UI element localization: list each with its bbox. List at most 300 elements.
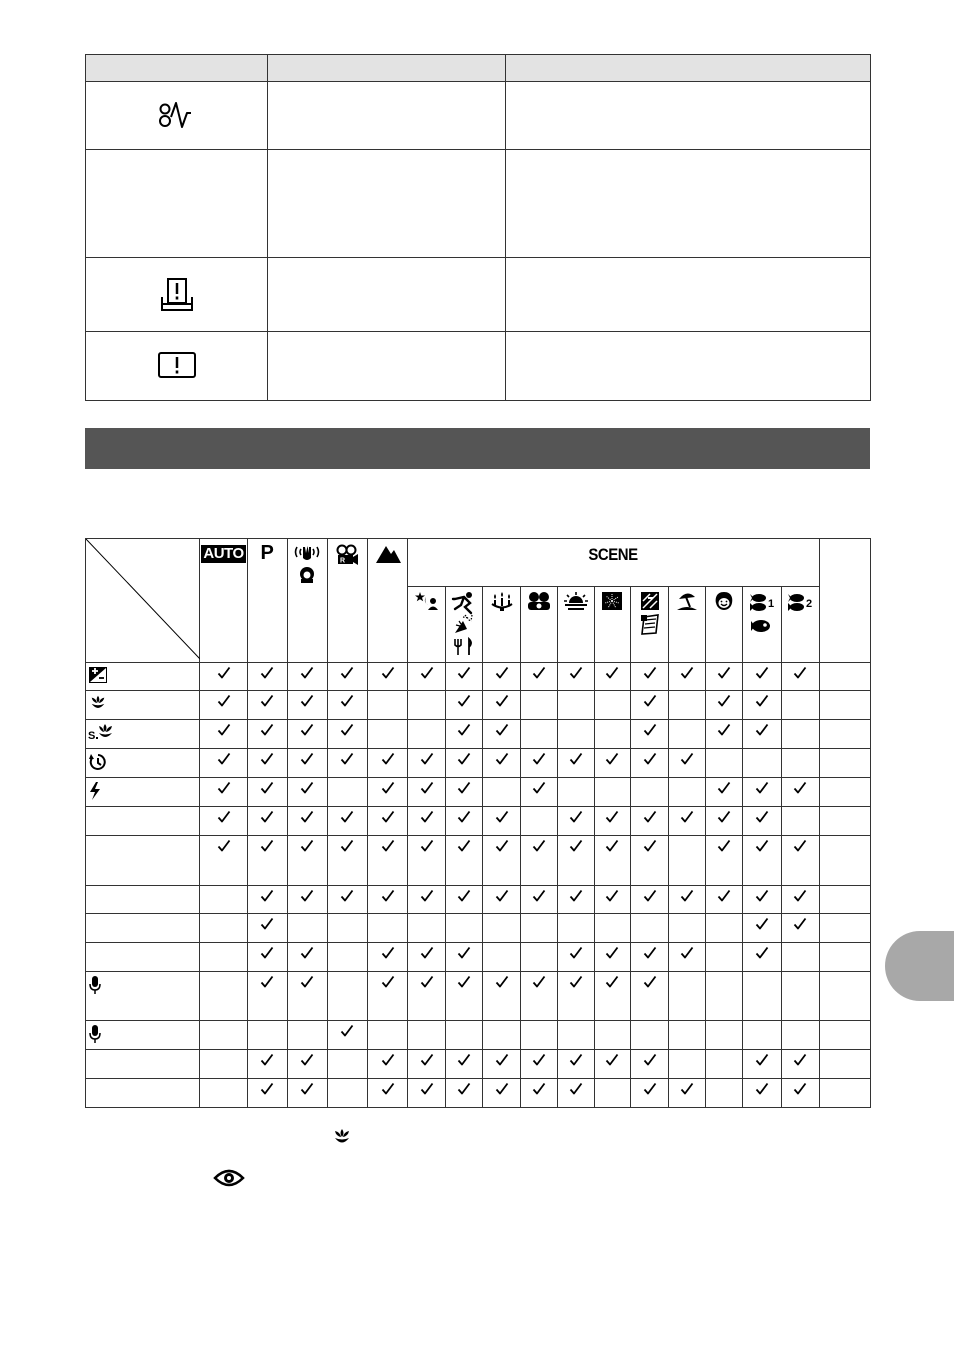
check-mark-icon: [340, 753, 354, 770]
check-mark-icon: [300, 753, 314, 770]
table-row: [86, 82, 871, 150]
check-cell: [247, 807, 287, 836]
check-cell: [781, 943, 819, 972]
check-cell: [408, 663, 446, 691]
check-mark-icon: [643, 976, 657, 993]
svg-text:1: 1: [767, 598, 775, 610]
check-cell: [368, 836, 408, 886]
corner-cell: [86, 539, 200, 663]
check-mark-icon: [457, 890, 471, 907]
check-mark-icon: [300, 724, 314, 741]
check-cell: [630, 943, 668, 972]
check-cell: [247, 886, 287, 914]
check-cell: [327, 972, 367, 1021]
check-mark-icon: [755, 782, 769, 799]
check-cell: [743, 914, 781, 943]
movie-icon: [334, 543, 360, 567]
check-cell: [287, 691, 327, 720]
check-cell: [287, 778, 327, 807]
check-mark-icon: [605, 811, 619, 828]
check-mark-icon: [569, 890, 583, 907]
check-mark-icon: [300, 695, 314, 712]
print-warning-icon: [159, 277, 195, 313]
check-mark-icon: [680, 890, 694, 907]
check-cell: [327, 914, 367, 943]
check-mark-icon: [260, 947, 274, 964]
check-cell: [743, 836, 781, 886]
cause-cell: [268, 150, 506, 258]
landscape-icon: [374, 543, 402, 565]
row-label-cell: [86, 778, 200, 807]
check-mark-icon: [260, 1054, 274, 1071]
check-mark-icon: [420, 840, 434, 857]
check-cell: [368, 663, 408, 691]
action-cell: [506, 258, 871, 332]
check-cell: [743, 663, 781, 691]
check-cell: [287, 663, 327, 691]
check-cell: [669, 972, 706, 1021]
check-mark-icon: [643, 840, 657, 857]
check-mark-icon: [381, 947, 395, 964]
check-cell: [669, 720, 706, 749]
self-timer-icon: [88, 752, 199, 772]
check-mark-icon: [420, 811, 434, 828]
check-cell: [669, 1050, 706, 1079]
check-cell: [200, 807, 247, 836]
check-cell: [247, 914, 287, 943]
check-cell: [706, 1050, 743, 1079]
check-cell: [669, 749, 706, 778]
mode-table-body: [86, 663, 871, 1108]
check-cell: [446, 886, 483, 914]
check-mark-icon: [755, 918, 769, 935]
row-label-cell: [86, 691, 200, 720]
row-label-cell: [86, 836, 200, 886]
check-mark-icon: [260, 1083, 274, 1100]
check-cell: [327, 1021, 367, 1050]
check-mark-icon: [569, 1083, 583, 1100]
check-mark-icon: [260, 782, 274, 799]
check-cell: [520, 943, 557, 972]
check-cell: [483, 807, 520, 836]
check-mark-icon: [643, 753, 657, 770]
check-mark-icon: [260, 918, 274, 935]
check-mark-icon: [793, 782, 807, 799]
check-cell: [594, 943, 630, 972]
check-cell: [781, 778, 819, 807]
scene-group-header: [408, 539, 820, 587]
check-cell: [706, 943, 743, 972]
warning-table-header: [86, 55, 871, 82]
check-cell: [557, 807, 594, 836]
macro-icon: [331, 1127, 353, 1147]
check-mark-icon: [300, 947, 314, 964]
check-cell: [200, 720, 247, 749]
check-cell: [520, 972, 557, 1021]
check-cell: [483, 1050, 520, 1079]
check-mark-icon: [381, 782, 395, 799]
check-cell: [446, 749, 483, 778]
check-cell: [706, 720, 743, 749]
check-mark-icon: [605, 753, 619, 770]
check-mark-icon: [457, 840, 471, 857]
table-row: [86, 258, 871, 332]
check-cell: [483, 886, 520, 914]
check-cell: [557, 720, 594, 749]
exposure-compensation-icon: [88, 666, 199, 684]
scene-self-portrait: [520, 587, 557, 663]
check-cell: [247, 836, 287, 886]
check-cell: [446, 807, 483, 836]
row-label-cell: [86, 886, 200, 914]
check-cell: [781, 663, 819, 691]
extra-column-cell: [819, 691, 870, 720]
check-cell: [408, 836, 446, 886]
check-cell: [287, 720, 327, 749]
check-mark-icon: [680, 753, 694, 770]
beach-snow-icon: [675, 591, 699, 611]
check-mark-icon: [495, 724, 509, 741]
extra-column-cell: [819, 886, 870, 914]
check-mark-icon: [532, 1083, 546, 1100]
check-cell: [287, 807, 327, 836]
check-mark-icon: [793, 1083, 807, 1100]
image-stabilization-icon: [292, 543, 322, 585]
check-mark-icon: [532, 840, 546, 857]
check-mark-icon: [755, 811, 769, 828]
check-cell: [200, 836, 247, 886]
extra-column-header: [819, 539, 870, 663]
check-mark-icon: [420, 947, 434, 964]
check-cell: [594, 691, 630, 720]
check-cell: [327, 943, 367, 972]
check-cell: [557, 943, 594, 972]
check-cell: [557, 1021, 594, 1050]
check-cell: [669, 914, 706, 943]
check-mark-icon: [340, 840, 354, 857]
check-mark-icon: [217, 840, 231, 857]
check-cell: [247, 691, 287, 720]
check-cell: [327, 691, 367, 720]
check-mark-icon: [643, 667, 657, 684]
check-mark-icon: [495, 840, 509, 857]
check-cell: [368, 778, 408, 807]
extra-column-cell: [819, 720, 870, 749]
check-cell: [706, 886, 743, 914]
underwater-2-icon: [786, 591, 814, 613]
check-cell: [483, 1079, 520, 1108]
check-mark-icon: [260, 840, 274, 857]
check-mark-icon: [605, 840, 619, 857]
table-row: [86, 886, 871, 914]
check-mark-icon: [643, 947, 657, 964]
scene-sport-indoor-cuisine: [446, 587, 483, 663]
mode-image-stabilization: [287, 539, 327, 663]
check-cell: [327, 778, 367, 807]
check-cell: [557, 1050, 594, 1079]
extra-column-cell: [819, 836, 870, 886]
check-cell: [669, 1079, 706, 1108]
smile-shot-icon: [713, 591, 735, 611]
check-cell: [446, 836, 483, 886]
check-cell: [368, 691, 408, 720]
check-mark-icon: [340, 667, 354, 684]
check-mark-icon: [381, 1083, 395, 1100]
table-row: [86, 150, 871, 258]
mode-auto: [200, 539, 247, 663]
check-cell: [483, 972, 520, 1021]
check-cell: [630, 1079, 668, 1108]
check-mark-icon: [300, 1083, 314, 1100]
check-mark-icon: [605, 667, 619, 684]
check-cell: [287, 914, 327, 943]
check-cell: [557, 836, 594, 886]
check-mark-icon: [680, 811, 694, 828]
check-mark-icon: [300, 1054, 314, 1071]
check-cell: [446, 943, 483, 972]
check-mark-icon: [217, 782, 231, 799]
check-cell: [781, 1079, 819, 1108]
table-row: [86, 1079, 871, 1108]
check-cell: [557, 886, 594, 914]
check-mark-icon: [260, 667, 274, 684]
check-cell: [594, 972, 630, 1021]
check-cell: [743, 691, 781, 720]
extra-column-cell: [819, 943, 870, 972]
check-cell: [520, 914, 557, 943]
row-label-cell: [86, 914, 200, 943]
check-mark-icon: [569, 811, 583, 828]
row-label-cell: [86, 943, 200, 972]
check-mark-icon: [643, 890, 657, 907]
check-mark-icon: [260, 976, 274, 993]
check-mark-icon: [300, 976, 314, 993]
check-cell: [408, 778, 446, 807]
check-cell: [483, 749, 520, 778]
check-cell: [368, 749, 408, 778]
scene-smile-shot: [706, 587, 743, 663]
check-mark-icon: [420, 667, 434, 684]
check-cell: [483, 1021, 520, 1050]
check-mark-icon: [300, 782, 314, 799]
indication-cell: [86, 258, 268, 332]
check-cell: [781, 836, 819, 886]
check-cell: [446, 972, 483, 1021]
check-cell: [781, 886, 819, 914]
check-mark-icon: [495, 753, 509, 770]
check-cell: [327, 749, 367, 778]
check-cell: [327, 663, 367, 691]
row-label-cell: [86, 749, 200, 778]
check-cell: [287, 836, 327, 886]
scene-underwater-1: [743, 587, 781, 663]
check-cell: [706, 663, 743, 691]
table-row: [86, 778, 871, 807]
check-mark-icon: [457, 695, 471, 712]
check-cell: [630, 778, 668, 807]
check-mark-icon: [793, 1054, 807, 1071]
check-mark-icon: [495, 667, 509, 684]
check-cell: [200, 1021, 247, 1050]
check-cell: [706, 691, 743, 720]
mode-program: [247, 539, 287, 663]
flash-icon: [88, 781, 199, 801]
check-mark-icon: [532, 890, 546, 907]
check-mark-icon: [457, 724, 471, 741]
check-cell: [368, 1021, 408, 1050]
candle-icon: [490, 591, 514, 611]
check-cell: [520, 749, 557, 778]
action-cell: [506, 332, 871, 401]
check-cell: [483, 943, 520, 972]
check-cell: [408, 807, 446, 836]
check-mark-icon: [340, 890, 354, 907]
extra-column-cell: [819, 778, 870, 807]
check-mark-icon: [340, 1025, 354, 1042]
header-cell-possible-cause: [268, 55, 506, 82]
check-mark-icon: [605, 976, 619, 993]
check-cell: [327, 836, 367, 886]
check-mark-icon: [643, 1054, 657, 1071]
check-cell: [594, 778, 630, 807]
check-cell: [781, 691, 819, 720]
check-cell: [706, 749, 743, 778]
check-cell: [520, 1021, 557, 1050]
check-cell: [446, 663, 483, 691]
check-cell: [743, 778, 781, 807]
check-cell: [557, 778, 594, 807]
check-cell: [669, 778, 706, 807]
program-mode-label: P: [260, 542, 274, 564]
check-cell: [287, 1079, 327, 1108]
check-mark-icon: [755, 667, 769, 684]
check-cell: [706, 807, 743, 836]
check-cell: [287, 943, 327, 972]
check-cell: [520, 663, 557, 691]
check-cell: [520, 886, 557, 914]
check-cell: [781, 720, 819, 749]
extra-column-cell: [819, 807, 870, 836]
check-mark-icon: [680, 1083, 694, 1100]
check-cell: [520, 778, 557, 807]
scene-underwater-2: [781, 587, 819, 663]
check-cell: [630, 1021, 668, 1050]
check-cell: [630, 886, 668, 914]
row-label-cell: [86, 720, 200, 749]
check-cell: [368, 972, 408, 1021]
check-mark-icon: [717, 724, 731, 741]
check-cell: [743, 943, 781, 972]
check-cell: [327, 1050, 367, 1079]
microphone-icon: [88, 1024, 199, 1044]
check-cell: [408, 943, 446, 972]
check-cell: [408, 914, 446, 943]
check-cell: [630, 972, 668, 1021]
chapter-side-tab: [885, 931, 954, 1001]
row-label-cell: [86, 807, 200, 836]
check-mark-icon: [217, 724, 231, 741]
check-cell: [669, 807, 706, 836]
check-mark-icon: [420, 976, 434, 993]
check-cell: [630, 836, 668, 886]
check-mark-icon: [340, 695, 354, 712]
table-row: [86, 691, 871, 720]
check-mark-icon: [532, 976, 546, 993]
check-mark-icon: [793, 667, 807, 684]
indication-cell: [86, 332, 268, 401]
scene-label: SCENE: [588, 545, 639, 564]
indication-cell: [86, 150, 268, 258]
check-mark-icon: [217, 695, 231, 712]
header-cell-corrective-action: [506, 55, 871, 82]
table-row: [86, 972, 871, 1021]
check-cell: [408, 1050, 446, 1079]
check-cell: [408, 1021, 446, 1050]
check-mark-icon: [717, 890, 731, 907]
check-cell: [557, 972, 594, 1021]
extra-column-cell: [819, 749, 870, 778]
check-cell: [247, 778, 287, 807]
check-mark-icon: [260, 753, 274, 770]
check-cell: [200, 778, 247, 807]
check-cell: [669, 886, 706, 914]
check-mark-icon: [495, 811, 509, 828]
check-cell: [327, 720, 367, 749]
macro-icon: [88, 694, 199, 712]
mode-movie: [327, 539, 367, 663]
check-cell: [630, 807, 668, 836]
warning-table: [85, 54, 871, 401]
check-cell: [669, 943, 706, 972]
check-cell: [557, 749, 594, 778]
check-cell: [287, 972, 327, 1021]
extra-column-cell: [819, 1021, 870, 1050]
check-cell: [247, 1079, 287, 1108]
check-cell: [483, 691, 520, 720]
svg-text:S: S: [88, 730, 96, 741]
check-mark-icon: [532, 782, 546, 799]
check-cell: [743, 1050, 781, 1079]
check-cell: [483, 914, 520, 943]
check-mark-icon: [457, 1083, 471, 1100]
check-cell: [743, 1079, 781, 1108]
self-portrait-icon: [527, 591, 551, 611]
check-cell: [594, 663, 630, 691]
check-cell: [483, 663, 520, 691]
check-cell: [669, 691, 706, 720]
check-cell: [594, 1021, 630, 1050]
check-mark-icon: [569, 976, 583, 993]
document-auction-icon: [638, 591, 662, 635]
check-cell: [594, 807, 630, 836]
underwater-1-icon: [748, 591, 776, 635]
check-mark-icon: [717, 695, 731, 712]
check-mark-icon: [643, 695, 657, 712]
check-cell: [287, 1021, 327, 1050]
check-cell: [781, 807, 819, 836]
check-mark-icon: [755, 1083, 769, 1100]
check-cell: [287, 749, 327, 778]
check-mark-icon: [643, 724, 657, 741]
check-cell: [781, 1050, 819, 1079]
check-mark-icon: [381, 753, 395, 770]
check-mark-icon: [457, 1054, 471, 1071]
scene-document-auction: [630, 587, 668, 663]
check-cell: [446, 720, 483, 749]
check-cell: [247, 1050, 287, 1079]
check-cell: [743, 807, 781, 836]
row-label-cell: [86, 1021, 200, 1050]
